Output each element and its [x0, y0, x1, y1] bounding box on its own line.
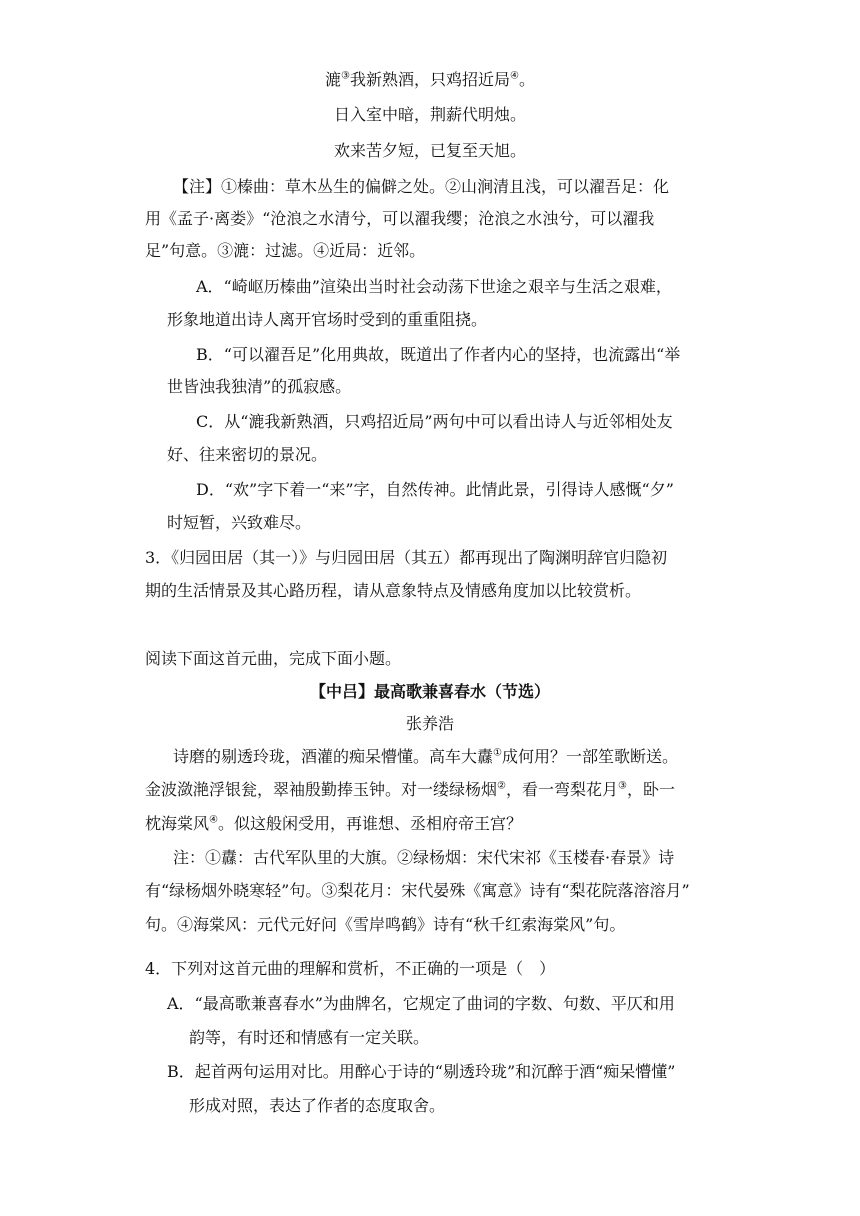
poem-line-2: 日入室中暗，荆薪代明烛。 — [333, 105, 526, 124]
q2-option-b-line-2: 世皆浊我独清”的孤寂感。 — [167, 377, 352, 396]
q4-option-b-line-1: B．起首两句运用对比。用醉心于诗的“剔透玲珑”和沉醉于酒“痴呆懵懂” — [167, 1062, 676, 1081]
q2-option-b-line-1: B．“可以濯吾足”化用典故，既道出了作者内心的坚持，也流露出“举 — [196, 345, 681, 364]
q2-option-c-line-1: C．从“漉我新熟酒，只鸡招近局”两句中可以看出诗人与近邻相处友 — [196, 412, 673, 431]
poem-note-line-1: 【注】①榛曲：草木丛生的偏僻之处。②山涧清且浅，可以濯吾足：化 — [173, 177, 670, 196]
q2-option-a-line-1: A．“崎岖历榛曲”渲染出当时社会动荡下世途之艰辛与生活之艰难， — [196, 277, 672, 296]
q2-option-d-line-2: 时短暂，兴致难尽。 — [167, 513, 312, 532]
qu-body-line-1: 诗磨的剔透玲珑，酒灌的痴呆懵懂。高车大纛①成何用？一部笙歌断送。 — [173, 747, 678, 766]
q4-option-b-line-2: 形成对照，表达了作者的态度取舍。 — [189, 1096, 446, 1115]
section-intro: 阅读下面这首元曲，完成下面小题。 — [145, 649, 402, 668]
question-3-line-2: 期的生活情景及其心路历程，请从意象特点及情感角度加以比较赏析。 — [145, 581, 642, 600]
q4-option-a-line-1: A．“最高歌兼喜春水”为曲牌名，它规定了曲词的字数、句数、平仄和用 — [167, 994, 675, 1013]
poem-line-3: 欢来苦夕短，已复至天旭。 — [333, 141, 526, 160]
qu-note-line-3: 句。④海棠风：元代元好问《雪岸鸣鹤》诗有“秋千红索海棠风”句。 — [145, 915, 626, 934]
q4-option-a-line-2: 韵等，有时还和情感有一定关联。 — [189, 1028, 430, 1047]
q2-option-c-line-2: 好、往来密切的景况。 — [167, 445, 328, 464]
qu-body-line-2: 金波潋滟浮银瓮，翠袖殷勤捧玉钟。对一缕绿杨烟②，看一弯梨花月③，卧一 — [145, 780, 675, 799]
question-3-line-1: 3．《归园田居（其一）》与归园田居（其五）都再现出了陶渊明辞官归隐初 — [145, 548, 668, 567]
poem-title: 【中吕】最高歌兼喜春水（节选） — [309, 682, 550, 701]
question-4-stem: 4．下列对这首元曲的理解和赏析，不正确的一项是（ ） — [145, 959, 556, 978]
poem-line-1: 漉③我新熟酒，只鸡招近局④。 — [325, 70, 535, 89]
poem-note-line-3: 足”句意。③漉：过滤。④近局：近邻。 — [145, 241, 426, 260]
poem-note-line-2: 用《孟子·离娄》“沧浪之水清兮，可以濯我缨；沧浪之水浊兮，可以濯我 — [145, 209, 655, 228]
qu-note-line-1: 注：①纛：古代军队里的大旗。②绿杨烟：宋代宋祁《玉楼春·春景》诗 — [173, 848, 675, 867]
qu-note-line-2: 有“绿杨烟外晓寒轻”句。③梨花月：宋代晏殊《寓意》诗有“梨花院落溶溶月” — [145, 881, 690, 900]
q2-option-a-line-2: 形象地道出诗人离开官场时受到的重重阻挠。 — [167, 310, 488, 329]
q2-option-d-line-1: D．“欢”字下着一“来”字，自然传神。此情此景，引得诗人感慨“夕” — [196, 480, 674, 499]
qu-body-line-3: 枕海棠风④。似这般闲受用，再谁想、丞相府帝王宫？ — [145, 814, 522, 833]
poem-author: 张养浩 — [405, 714, 454, 733]
